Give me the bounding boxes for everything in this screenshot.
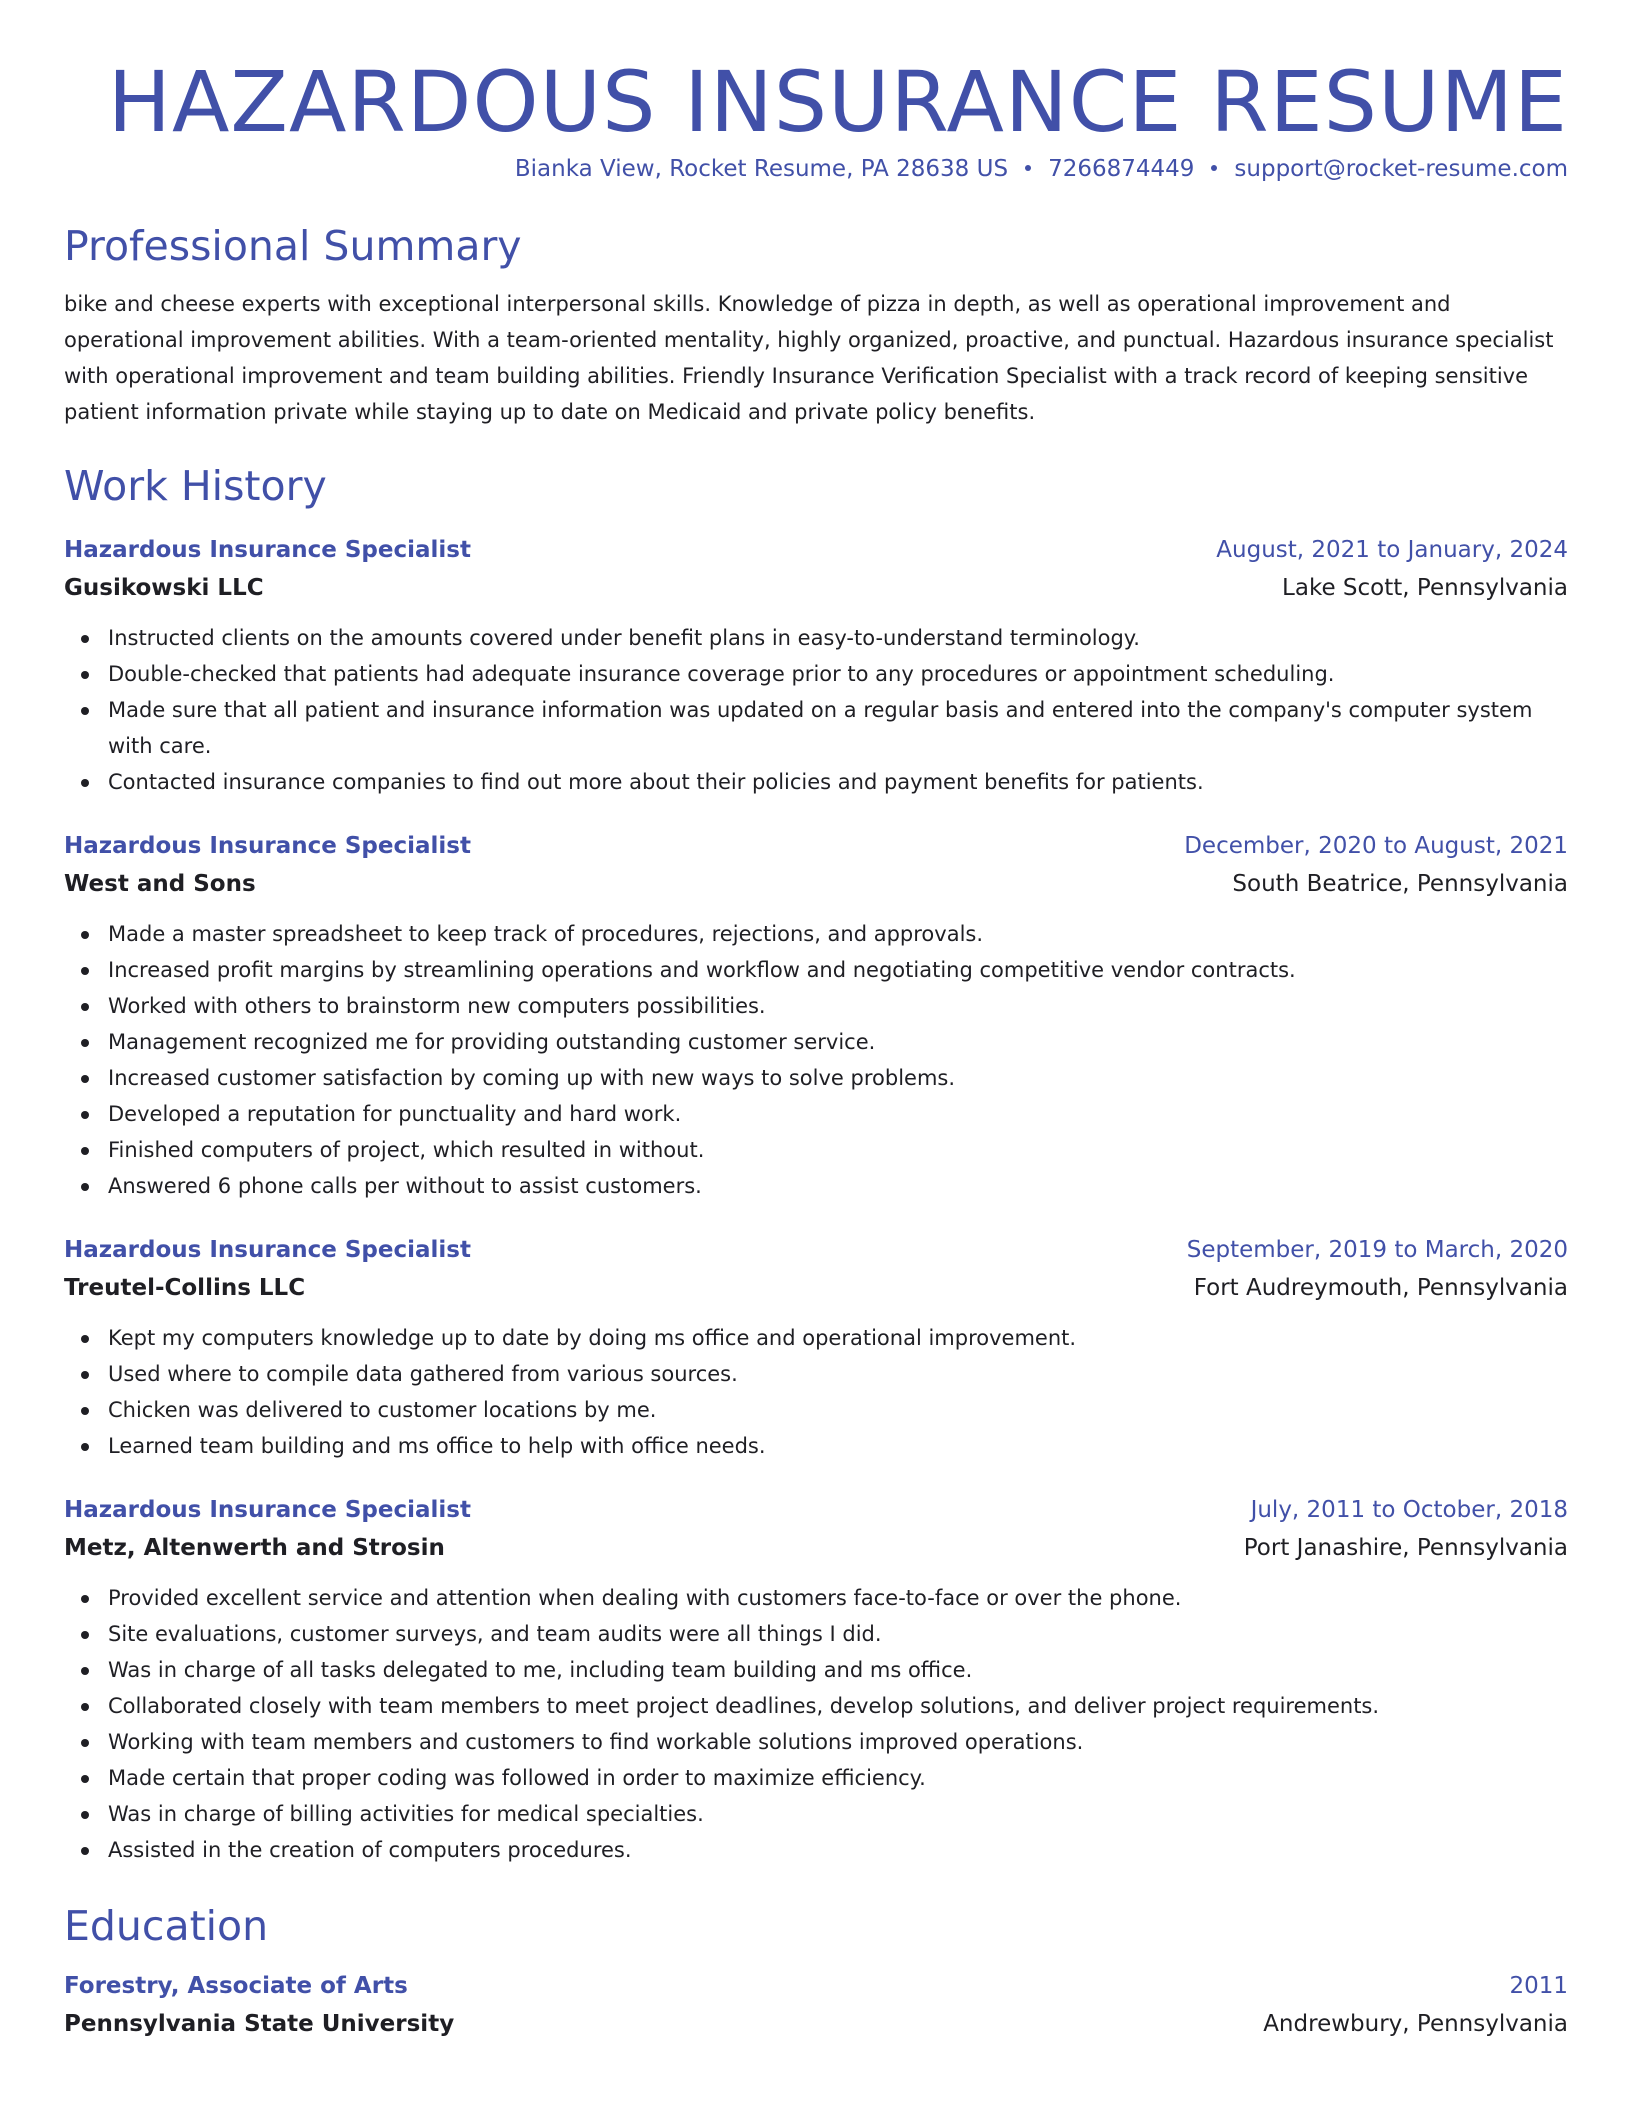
- list-item: Chicken was delivered to customer locations by me.: [108, 1392, 1568, 1428]
- job-employer: Gusikowski LLC: [64, 575, 264, 601]
- list-item: Provided excellent service and attention when dealing with customers face-to-face or over the phone.: [108, 1580, 1568, 1616]
- contact-email[interactable]: support@rocket-resume.com: [1234, 156, 1568, 182]
- list-item: Was in charge of billing activities for medical specialties.: [108, 1796, 1568, 1832]
- resume-title: HAZARDOUS INSURANCE RESUME: [107, 53, 1568, 151]
- job-entry: [64, 532, 1568, 800]
- list-item: Management recognized me for providing outstanding customer service.: [108, 1024, 1568, 1060]
- education-heading: Education: [64, 1902, 269, 1950]
- list-item: Increased profit margins by streamlining operations and workflow and negotiating competitive vendor contracts.: [108, 952, 1568, 988]
- list-item: Increased customer satisfaction by coming up with new ways to solve problems.: [108, 1060, 1568, 1096]
- work-history-heading: Work History: [64, 462, 327, 510]
- job-title: Hazardous Insurance Specialist: [64, 833, 471, 859]
- job-entry: [64, 1492, 1568, 1868]
- list-item: Worked with others to brainstorm new computers possibilities.: [108, 988, 1568, 1024]
- job-bullets: [64, 1320, 1568, 1464]
- job-employer: Metz, Altenwerth and Strosin: [64, 1535, 445, 1561]
- job-bullets: [64, 1580, 1568, 1868]
- list-item: Kept my computers knowledge up to date by doing ms office and operational improvement.: [108, 1320, 1568, 1356]
- education-location: Andrewbury, Pennsylvania: [1263, 2011, 1568, 2037]
- job-location: South Beatrice, Pennsylvania: [1232, 871, 1568, 897]
- list-item: Developed a reputation for punctuality and hard work.: [108, 1096, 1568, 1132]
- job-location: Port Janashire, Pennsylvania: [1243, 1535, 1568, 1561]
- work-history-list: [64, 532, 1568, 1868]
- contact-address: Bianka View, Rocket Resume, PA 28638 US: [514, 156, 1009, 182]
- list-item: Working with team members and customers to find workable solutions improved operations.: [108, 1724, 1568, 1760]
- job-bullets: [64, 916, 1568, 1204]
- list-item: Collaborated closely with team members to meet project deadlines, develop solutions, and deliver project requirements.: [108, 1688, 1568, 1724]
- summary-heading: Professional Summary: [64, 222, 522, 270]
- list-item: Finished computers of project, which resulted in without.: [108, 1132, 1568, 1168]
- job-employer: West and Sons: [64, 871, 256, 897]
- job-location: Fort Audreymouth, Pennsylvania: [1193, 1275, 1568, 1301]
- list-item: Instructed clients on the amounts covered under benefit plans in easy-to-understand terminology.: [108, 620, 1568, 656]
- job-title: Hazardous Insurance Specialist: [64, 1237, 471, 1263]
- contact-phone: 7266874449: [1048, 156, 1195, 182]
- education-year: 2011: [1509, 1973, 1568, 1999]
- list-item: Learned team building and ms office to help with office needs.: [108, 1428, 1568, 1464]
- list-item: Was in charge of all tasks delegated to me, including team building and ms office.: [108, 1652, 1568, 1688]
- list-item: Contacted insurance companies to find out more about their policies and payment benefits for patients.: [108, 764, 1568, 800]
- list-item: Made a master spreadsheet to keep track of procedures, rejections, and approvals.: [108, 916, 1568, 952]
- bullet-separator-icon: [1025, 165, 1031, 171]
- job-entry: [64, 1232, 1568, 1464]
- job-title: Hazardous Insurance Specialist: [64, 1497, 471, 1523]
- list-item: Used where to compile data gathered from various sources.: [108, 1356, 1568, 1392]
- contact-line: [64, 154, 1568, 184]
- job-location: Lake Scott, Pennsylvania: [1282, 575, 1568, 601]
- job-bullets: [64, 620, 1568, 800]
- education-degree: Forestry, Associate of Arts: [64, 1973, 408, 1999]
- list-item: Made certain that proper coding was followed in order to maximize efficiency.: [108, 1760, 1568, 1796]
- job-dates: July, 2011 to October, 2018: [1250, 1497, 1568, 1523]
- job-dates: December, 2020 to August, 2021: [1184, 833, 1568, 859]
- job-dates: August, 2021 to January, 2024: [1216, 537, 1568, 563]
- list-item: Answered 6 phone calls per without to assist customers.: [108, 1168, 1568, 1204]
- education-school: Pennsylvania State University: [64, 2011, 455, 2037]
- list-item: Double-checked that patients had adequate insurance coverage prior to any procedures or appointment scheduling.: [108, 656, 1568, 692]
- bullet-separator-icon: [1211, 165, 1217, 171]
- job-dates: September, 2019 to March, 2020: [1186, 1237, 1568, 1263]
- list-item: Assisted in the creation of computers procedures.: [108, 1832, 1568, 1868]
- job-title: Hazardous Insurance Specialist: [64, 537, 471, 563]
- job-entry: [64, 828, 1568, 1204]
- list-item: Made sure that all patient and insurance information was updated on a regular basis and entered into the company's computer system with care.: [108, 692, 1568, 764]
- list-item: Site evaluations, customer surveys, and team audits were all things I did.: [108, 1616, 1568, 1652]
- job-employer: Treutel-Collins LLC: [64, 1275, 306, 1301]
- summary-text: bike and cheese experts with exceptional interpersonal skills. Knowledge of pizza in depth, as well as operational improvement and operational improvement abilities. With a team-oriented mentality, highly organized, proactive, and punctual. Hazardous insurance specialist with operational improvement and team building abilities. Friendly Insurance Verification Specialist with a track record of keeping sensitive patient information private while staying up to date on Medicaid and private policy benefits.: [64, 292, 1554, 424]
- education-entry: [64, 1968, 1568, 2044]
